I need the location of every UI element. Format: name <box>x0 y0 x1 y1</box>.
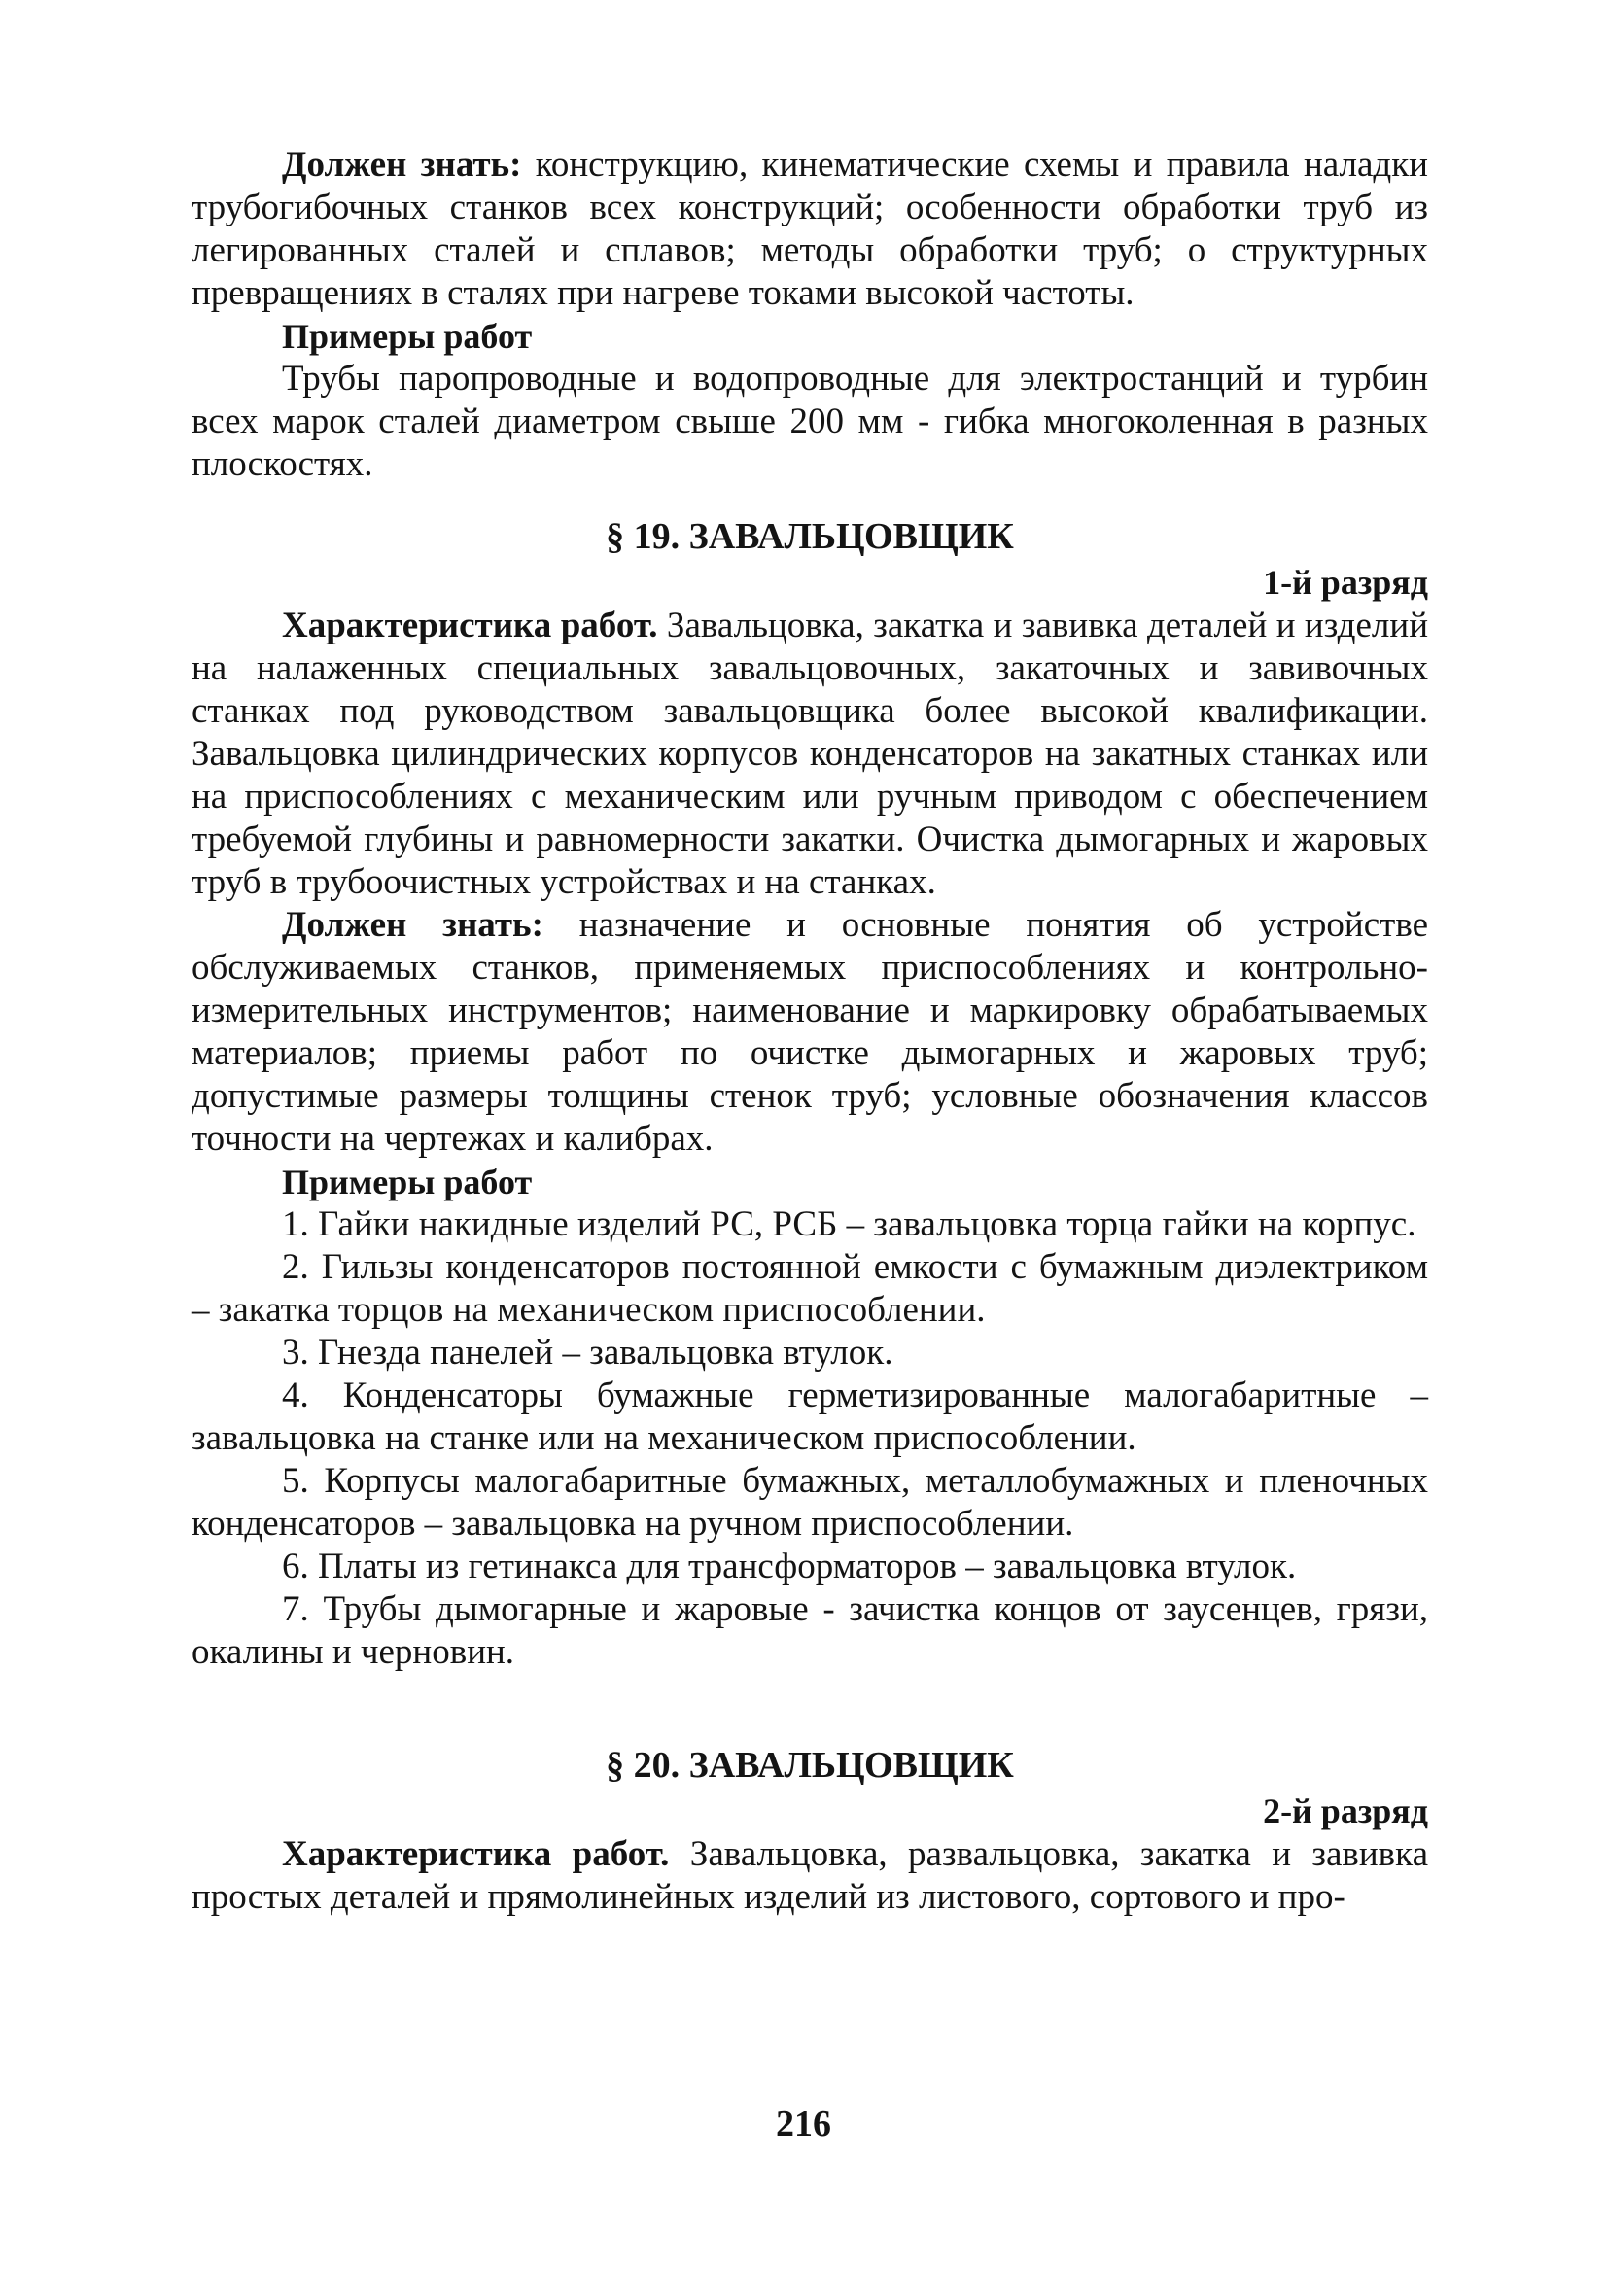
example-item: 3. Гнезда панелей – завальцовка втулок. <box>282 1333 893 1373</box>
section-19-must-know <box>192 904 1428 1161</box>
section-19-title: § 19. ЗАВАЛЬЦОВЩИК <box>606 516 1014 557</box>
section-20-characteristics <box>192 1833 1428 1919</box>
section-20-title: § 20. ЗАВАЛЬЦОВЩИК <box>606 1745 1014 1786</box>
must-know-text: назначение и основные понятия об устройстве обслуживаемых станков, применяемых приспособлениях и контрольно-измерительных инструментов; наименование и маркировку обрабатываемых материалов; приемы работ по очистке дымогарных и жаровых труб; допустимые размеры толщины стенок труб; условные обозначения классов точности на чертежах и калибрах. <box>192 905 1428 1159</box>
example-item: 2. Гильзы конденсаторов постоянной емкости с бумажным диэлектриком – закатка торцов на механическом приспособлении. <box>192 1247 1428 1330</box>
characteristics-text: Завальцовка, развальцовка, закатка и завивка простых деталей и прямолинейных изделий из листового, сортового и про- <box>192 1834 1428 1917</box>
example-item: 6. Платы из гетинакса для трансформаторов – завальцовка втулок. <box>282 1547 1297 1586</box>
section-19-examples-heading: Примеры работ <box>282 1163 533 1201</box>
section-19-characteristics <box>192 605 1428 904</box>
examples-heading: Примеры работ <box>282 317 533 356</box>
characteristics-label: Характеристика работ. <box>282 606 658 645</box>
characteristics-label: Характеристика работ. <box>282 1834 670 1874</box>
example-paragraph: Трубы паропроводные и водопроводные для электростанций и турбин всех марок сталей диаметром свыше 200 мм - гибка многоколенная в разных плоскостях. <box>192 359 1428 484</box>
example-item: 5. Корпусы малогабаритные бумажных, металлобумажных и пленочных конденсаторов – завальцовка на ручном приспособлении. <box>192 1461 1428 1544</box>
example-item: 1. Гайки накидные изделий РС, РСБ – завальцовка торца гайки на корпус. <box>282 1204 1416 1244</box>
characteristics-text: Завальцовка, закатка и завивка деталей и изделий на налаженных специальных завальцовочных, закаточных и завивочных станках под руководством завальцовщика более высокой квалификации. Завальцовка цилиндрических корпусов конденсаторов на закатных станках или на приспособлениях с механическим или ручным приводом с обеспечением требуемой глубины и равномерности закатки. Очистка дымогарных и жаровых труб в трубоочистных устройствах и на станках. <box>192 606 1428 902</box>
page-number: 216 <box>776 2104 831 2144</box>
example-item: 4. Конденсаторы бумажные герметизированные малогабаритные – завальцовка на станке или на механическом приспособлении. <box>192 1375 1428 1458</box>
section-20-grade: 2-й разряд <box>1263 1792 1428 1830</box>
example-item: 7. Трубы дымогарные и жаровые - зачистка концов от заусенцев, грязи, окалины и черновин. <box>192 1589 1428 1672</box>
document-page <box>192 144 1428 1919</box>
must-know-paragraph <box>192 144 1428 315</box>
must-know-label: Должен знать: <box>282 905 543 945</box>
must-know-text: конструкцию, кинематические схемы и правила наладки трубогибочных станков всех конструкций; особенности обработки труб из легированных сталей и сплавов; методы обработки труб; о структурных превращениях в сталях при нагреве токами высокой частоты. <box>192 145 1428 313</box>
section-19-grade: 1-й разряд <box>1263 563 1428 602</box>
must-know-label: Должен знать: <box>282 145 522 185</box>
